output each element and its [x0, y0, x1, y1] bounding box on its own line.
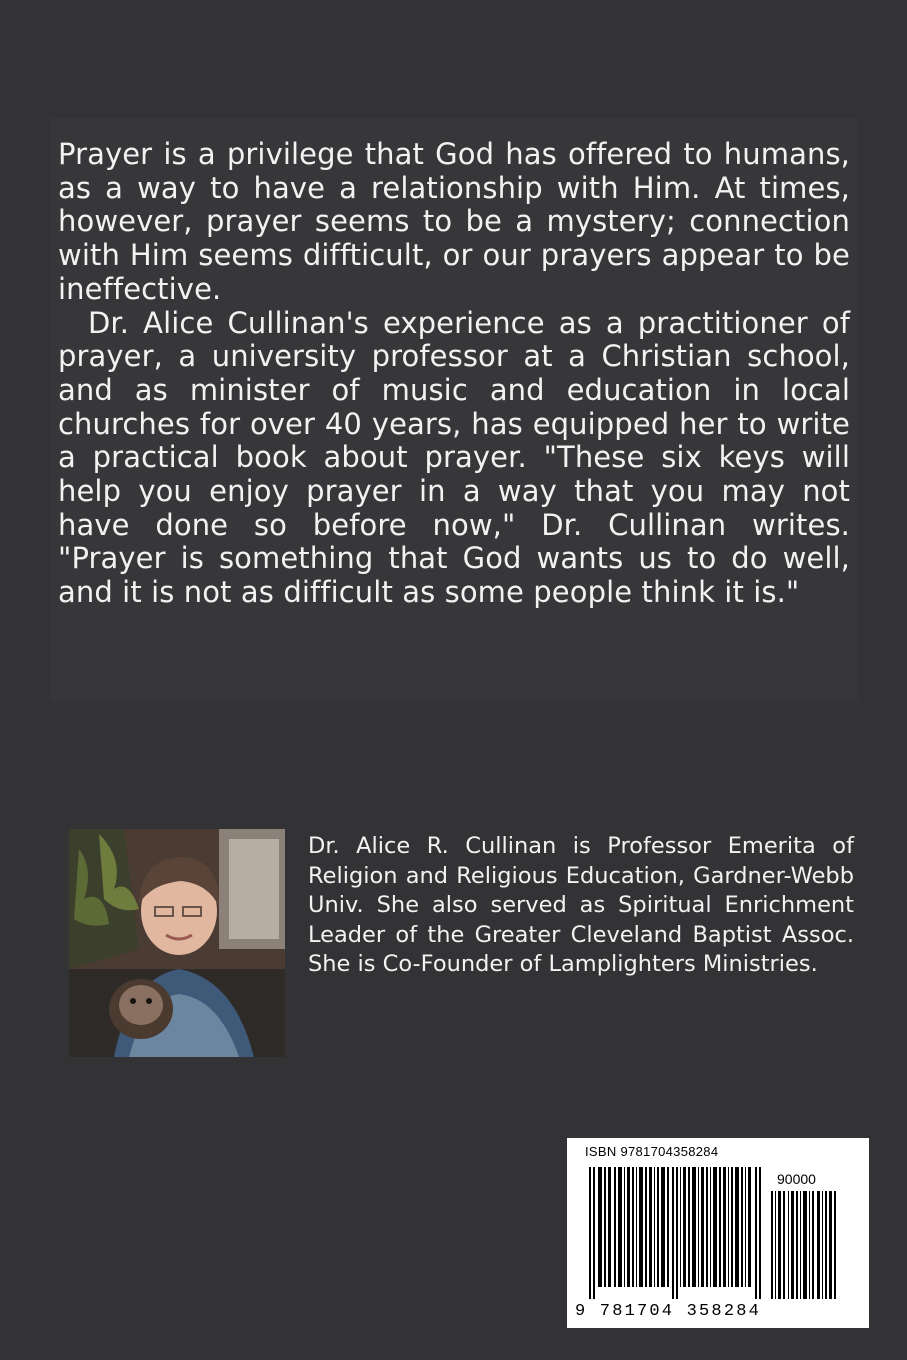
barcode-bars — [587, 1167, 767, 1299]
price-code: 90000 — [777, 1171, 816, 1187]
author-portrait-image — [69, 829, 285, 1057]
isbn-barcode — [567, 1138, 869, 1328]
barcode-digits: 9 781704 358284 — [575, 1302, 762, 1321]
addon-barcode-bars — [770, 1191, 840, 1299]
author-photo — [69, 829, 285, 1057]
blurb-paragraph-1: Prayer is a privilege that God has offered to humans, as a way to have a relationship with Him. At times, however, prayer seems to be a mystery; connection with Him seems diffticult, or our prayers appear to be ineffective. — [58, 137, 850, 306]
isbn-label: ISBN 9781704358284 — [585, 1144, 719, 1159]
author-bio: Dr. Alice R. Cullinan is Professor Emerita of Religion and Religious Education, Gardner-Webb Univ. She also served as Spiritual Enrichment Leader of the Greater Cleveland Baptist Assoc. She is Co-Founder of Lamplighters Ministries. — [308, 833, 854, 978]
blurb-paragraph-2: Dr. Alice Cullinan's experience as a practitioner of prayer, a university professor at a Christian school, and as minister of music and education in local churches for over 40 years, has equipped her to write a practical book about prayer. "These six keys will help you enjoy prayer in a way that you may not have done so before now," Dr. Cullinan writes. "Prayer is something that God wants us to do well, and it is not as difficult as some people think it is." — [58, 305, 850, 610]
back-cover-blurb — [58, 138, 850, 610]
